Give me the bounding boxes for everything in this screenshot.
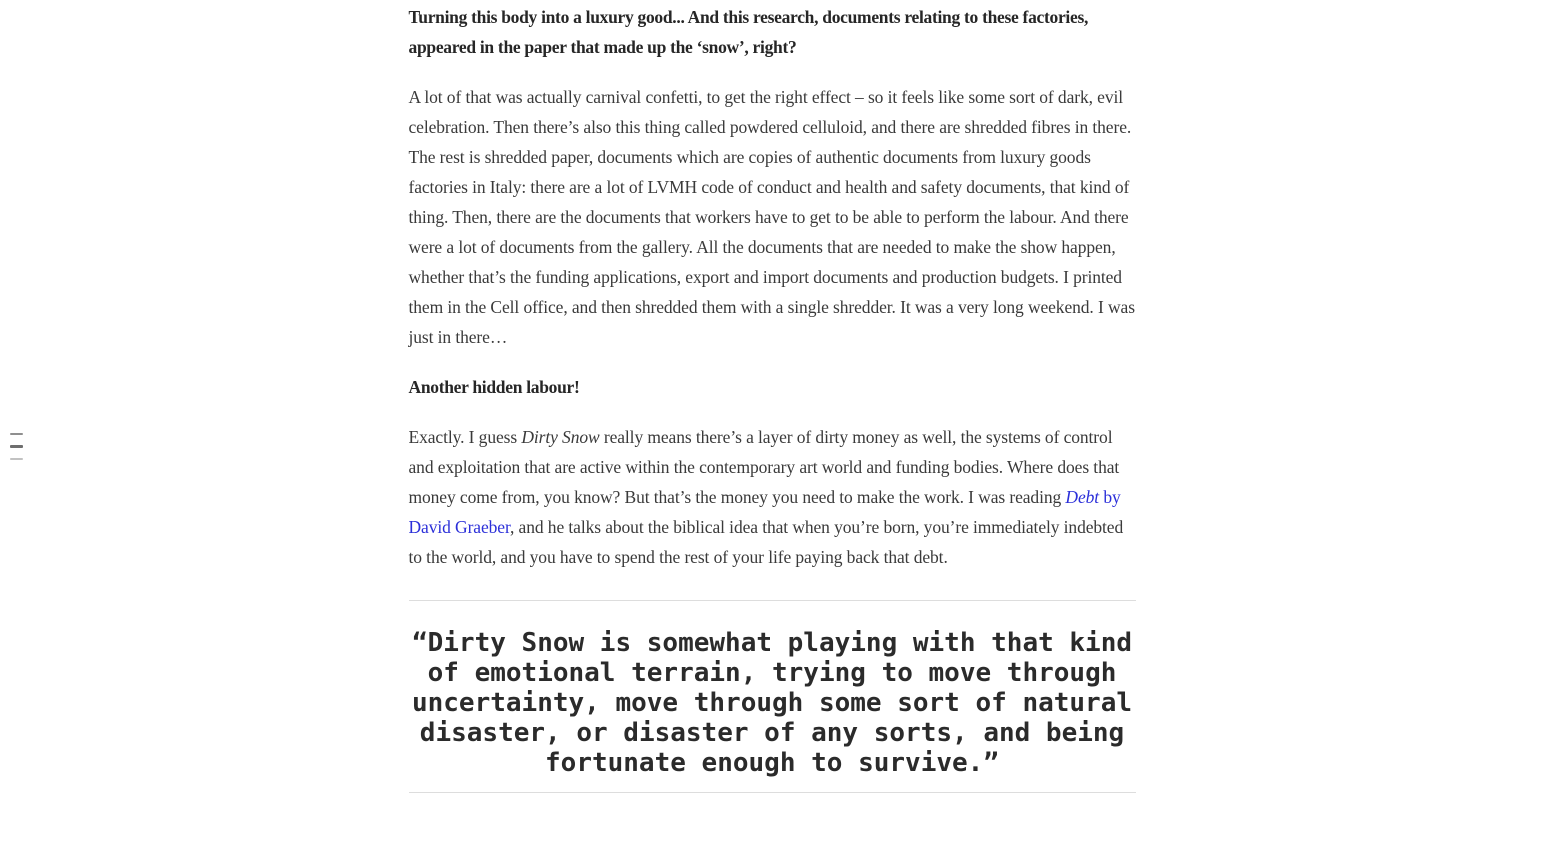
interview-answer-2 bbox=[409, 422, 1136, 572]
answer-2-text-middle: really means there’s a layer of dirty money as well, the systems of control and exploitation that are active within the contemporary art world and funding bodies. Where does that money come from, you know? But that’s the money you need to make the work. I was reading bbox=[408, 427, 1120, 507]
pull-quote: “Dirty Snow is somewhat playing with that kind of emotional terrain, trying to move through uncertainty, move through some sort of natural disaster, or disaster of any sorts, and being fortunate enough to survive.” bbox=[411, 628, 1133, 778]
menu-bar-middle bbox=[10, 445, 23, 448]
menu-bar-bottom bbox=[10, 458, 23, 460]
interview-question-1: Turning this body into a luxury good... And this research, documents relating to these factories, appeared in the paper that made up the ‘snow’, right? bbox=[408, 7, 1089, 57]
book-title-italic: Debt bbox=[1065, 487, 1100, 507]
divider-above-quote bbox=[409, 600, 1136, 601]
answer-2-text-lead: Exactly. I guess bbox=[408, 427, 522, 447]
divider-below-quote bbox=[409, 792, 1136, 793]
article-body bbox=[409, 0, 1136, 793]
menu-bar-top bbox=[10, 433, 23, 435]
interview-answer-1: A lot of that was actually carnival confetti, to get the right effect – so it feels like some sort of dark, evil celebration. Then there’s also this thing called powdered celluloid, and there are shredded fibres in there. The rest is shredded paper, documents which are copies of authentic documents from luxury goods factories in Italy: there are a lot of LVMH code of conduct and health and safety documents, that kind of thing. Then, there are the documents that workers have to get to be able to perform the labour. And there were a lot of documents from the gallery. All the documents that are needed to make the show happen, whether that’s the funding applications, export and import documents and production budgets. I printed them in the Cell office, and then shredded them with a single shredder. It was a very long weekend. I was just in there… bbox=[408, 87, 1135, 347]
book-author: by David Graeber bbox=[408, 487, 1121, 537]
hamburger-menu-icon[interactable] bbox=[10, 433, 24, 460]
interview-question-2: Another hidden labour! bbox=[408, 377, 580, 397]
answer-2-text-tail: , and he talks about the biblical idea that when you’re born, you’re immediately indebted to the world, and you have to spend the rest of your life paying back that debt. bbox=[408, 517, 1124, 567]
artwork-title-italic: Dirty Snow bbox=[521, 427, 600, 447]
